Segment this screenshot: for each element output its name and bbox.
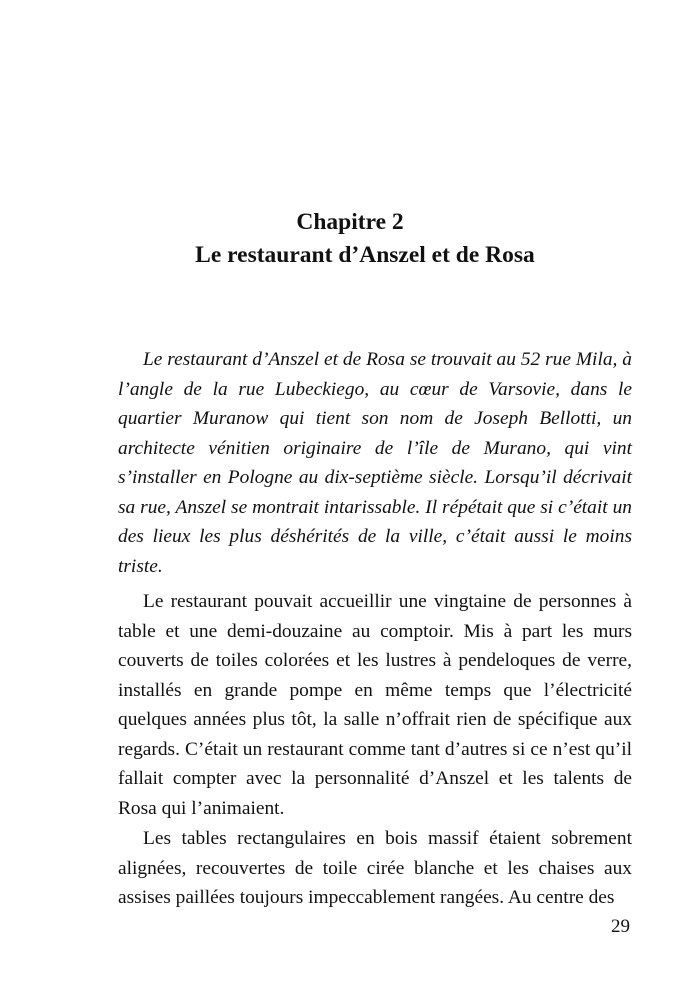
paragraph-3: Les tables rectangulaires en bois massif étaient sobrement alignées, recouvertes de toile cirée blanche et les chaises aux assises paillées toujours impeccablement rangées. Au centre des <box>118 828 632 908</box>
chapter-heading <box>0 206 700 272</box>
paragraph-1: Le restaurant d’Anszel et de Rosa se trouvait au 52 rue Mila, à l’angle de la rue Lubeckiego, au cœur de Varsovie, dans le quartier Muranow qui tient son nom de Joseph Bellotti, un architecte vénitien originaire de l’île de Murano, qui vint s’installer en Pologne au dix-septième siècle. Lorsqu’il décrivait sa rue, Anszel se montrait intarissable. Il répétait que si c’était un des lieux les plus déshérités de la ville, c’était aussi le moins triste. <box>118 349 632 577</box>
page-number: 29 <box>611 916 630 937</box>
chapter-title: Le restaurant d’Anszel et de Rosa <box>195 242 535 268</box>
chapter-number: Chapitre 2 <box>296 209 404 235</box>
paragraph-2: Le restaurant pouvait accueillir une vingtaine de personnes à table et une demi-douzaine au comptoir. Mis à part les murs couverts de toiles colorées et les lustres à pendeloques de verre, installés en grande pompe en même temps que l’électricité quelques années plus tôt, la salle n’offrait rien de spécifique aux regards. C’était un restaurant comme tant d’autres si ce n’est qu’il fallait compter avec la personnalité d’Anszel et les talents de Rosa qui l’animaient. <box>118 591 632 819</box>
